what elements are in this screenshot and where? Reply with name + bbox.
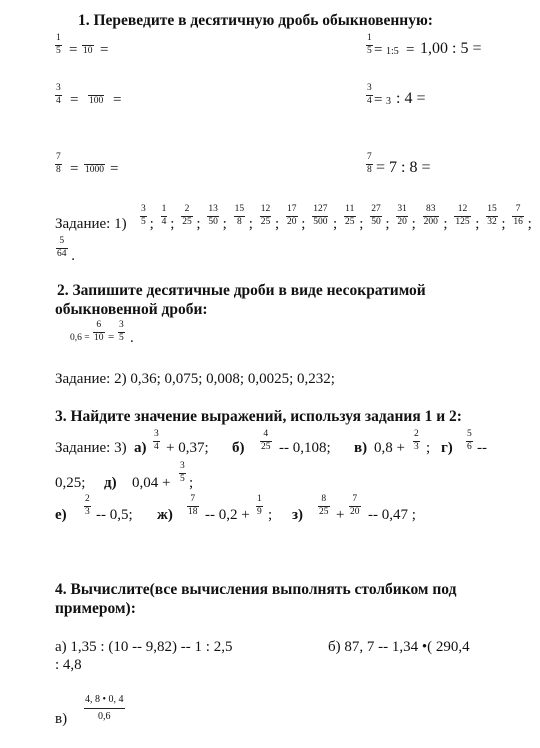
section4-title-line2: примером):: [55, 600, 136, 617]
task4-b: б) 87, 7 -- 1,34 •( 290,4: [328, 639, 470, 655]
task1-separator: ;: [359, 216, 364, 232]
task1-fraction: 12 25: [260, 204, 271, 227]
task1-fraction: 83 200: [423, 204, 438, 227]
fraction-blank-10: 10: [83, 45, 93, 56]
task1-fraction: 1 4: [161, 204, 167, 227]
fraction-7-18-zh: 7 18: [188, 494, 198, 517]
fraction-7-20-z: 7 20: [350, 494, 360, 517]
section2-title-line2: обыкновенной дроби:: [55, 301, 208, 318]
fraction-5-6-g: 5 6: [467, 429, 472, 452]
fraction-3-4: 3 4: [56, 83, 61, 106]
task4-a-cont: : 4,8: [55, 657, 82, 673]
task1-separator: ;: [222, 216, 227, 232]
task1-separator: ;: [248, 216, 253, 232]
fraction-1-5: 1 5: [56, 33, 61, 56]
task1-fraction: 17 20: [287, 204, 297, 227]
fraction-3-4-right: 3 4: [367, 83, 372, 106]
fraction-4-25-b: 4 25: [261, 429, 271, 452]
task1-separator: ;: [475, 216, 480, 232]
fraction-blank-1000: 1000: [85, 164, 104, 175]
fraction-7-8-right: 7 8: [367, 152, 372, 175]
task1-end: .: [71, 248, 75, 264]
task1-separator: ;: [527, 216, 532, 232]
task1-separator: ;: [385, 216, 390, 232]
fraction-3-4-a: 3 4: [154, 429, 159, 452]
task1-fraction: 7 16: [513, 204, 523, 227]
fraction-7-8: 7 8: [56, 152, 61, 175]
fraction-1-5-right: 1 5: [367, 33, 372, 56]
section1-title: 1. Переведите в десятичную дробь обыкновенную:: [78, 12, 433, 29]
task1-separator: ;: [170, 216, 175, 232]
fraction-8-25-z: 8 25: [319, 494, 329, 517]
task1-separator: ;: [411, 216, 416, 232]
task1-fraction: 31 20: [397, 204, 407, 227]
task1-separator: ;: [196, 216, 201, 232]
fraction-3-5-example: 3 5: [119, 320, 124, 343]
task1-fraction: 11 25: [345, 204, 355, 227]
fraction-3-5-d: 3 5: [180, 461, 185, 484]
fraction-1-9-zh: 1 9: [257, 494, 262, 517]
task1-fraction: 15 32: [487, 204, 497, 227]
task1-label: Задание: 1): [55, 216, 127, 232]
section3-title: 3. Найдите значение выражений, используя задания 1 и 2:: [55, 408, 462, 425]
task1-fraction: 127 500: [313, 204, 328, 227]
task1-separator: ;: [275, 216, 280, 232]
fraction-v-expression: 4, 8 • 0, 4 0,6: [85, 694, 124, 722]
section2-title-line1: 2. Запишите десятичные дроби в виде несократимой: [57, 282, 426, 299]
fraction-2-3-e: 2 3: [85, 494, 90, 517]
task4-a: а) 1,35 : (10 -- 9,82) -- 1 : 2,5: [55, 639, 233, 655]
task2-text: Задание: 2) 0,36; 0,075; 0,008; 0,0025; 0,232;: [55, 371, 335, 387]
section4-title-line1: 4. Вычислите(все вычисления выполнять столбиком под: [55, 581, 457, 598]
fraction-2-3-v: 2 3: [414, 429, 419, 452]
fraction-blank-100: 100: [89, 95, 104, 106]
fraction-6-10: 6 10: [94, 320, 104, 343]
task1-separator: ;: [333, 216, 338, 232]
task1-fraction: 12 125: [455, 204, 470, 227]
task1-separator: ;: [443, 216, 448, 232]
task1-separator: ;: [501, 216, 506, 232]
task1-fraction: 15 8: [234, 204, 245, 227]
task1-fraction: 13 50: [208, 204, 218, 227]
task1-fraction: 5 64: [57, 236, 67, 259]
task1-fraction: 3 5: [141, 204, 146, 227]
task1-fraction: 27 50: [371, 204, 381, 227]
task1-separator: ;: [301, 216, 306, 232]
task1-fraction: 2 25: [182, 204, 192, 227]
task1-separator: ;: [149, 216, 154, 232]
